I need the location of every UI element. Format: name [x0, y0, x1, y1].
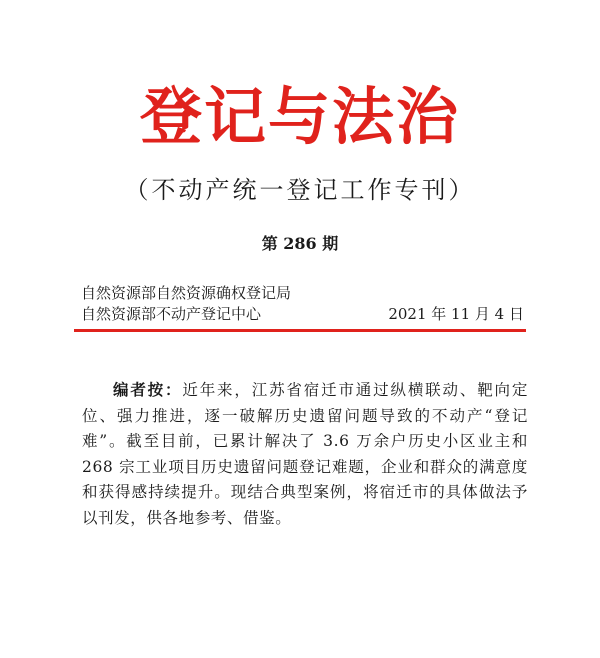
- issue-number: 第 286 期: [261, 234, 339, 253]
- editor-note: [82, 377, 528, 531]
- publication-subtitle: （不动产统一登记工作专刊）: [124, 176, 476, 204]
- editor-note-label: 编者按：: [113, 380, 183, 399]
- publication-title: 登记与法治: [139, 80, 460, 153]
- issuer-line-2: 自然资源部不动产登记中心: [81, 305, 262, 323]
- editor-note-text: 近年来，江苏省宿迁市通过纵横联动、靶向定位、强力推进，逐一破解历史遗留问题导致的不动产“登记难”。截至目前，已累计解决了 3.6 万余户历史小区业主和 268 宗工业项目历史遗留问题登记难题，企业和群众的满意度和获得感持续提升。现结合典型案例，将宿迁市的具体做法予以刊发，供各地参考、借鉴。: [82, 381, 528, 527]
- issuer-line-1: 自然资源部自然资源确权登记局: [81, 284, 292, 302]
- red-divider: [74, 329, 526, 332]
- issue-date: 2021 年 11 月 4 日: [388, 305, 524, 323]
